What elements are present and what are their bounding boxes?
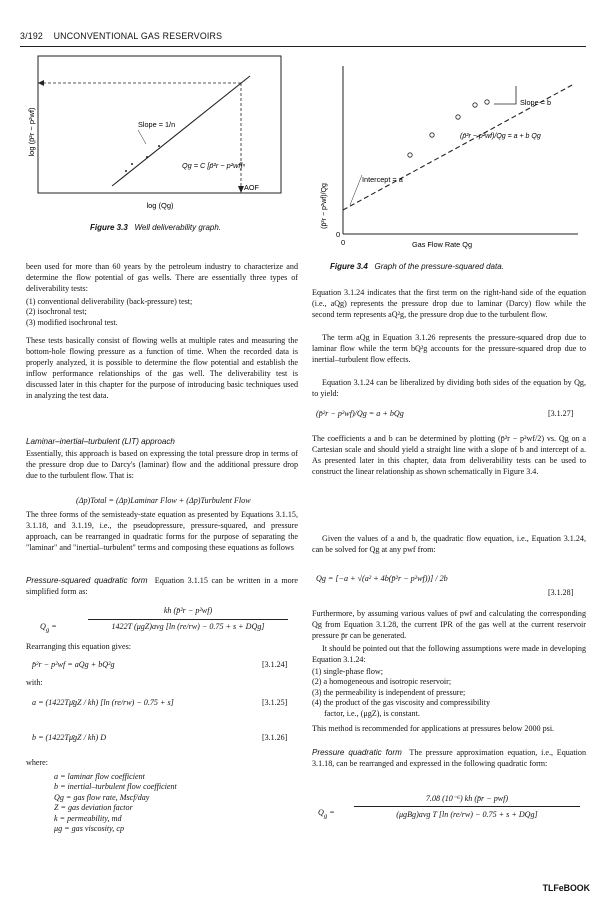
fig34-zero-x: 0 bbox=[341, 238, 346, 247]
pq-text: The pressure approximation equation, i.e., Equation 3.1.18, can be rearranged and expressed in the following quadratic form: bbox=[312, 748, 586, 768]
eq-3-1-28-number: [3.1.28] bbox=[548, 588, 574, 597]
definition-item: k = permeability, md bbox=[54, 813, 122, 823]
fig33-equation: Qg = C [p̄²r − p²wf]ⁿ bbox=[182, 161, 246, 170]
right-para-1: Equation 3.1.24 indicates that the first term on the right-hand side of the equation (i.e., aQg) represents the pressure drop due to laminar (Darcy) flow while the second term represents aQ²g, the pressure drop due to the turbulent flow. bbox=[312, 288, 586, 319]
eq-3-1-28: Qg = [−a + √(a² + 4b(p̄²r − p²wf))] / 2b bbox=[316, 574, 448, 583]
right-para-3: Equation 3.1.24 can be liberalized by dividing both sides of the equation by Qg, to yield: bbox=[312, 378, 586, 398]
eq-3-1-27-number: [3.1.27] bbox=[548, 409, 574, 418]
assumptions-list bbox=[312, 667, 586, 719]
left-para-2: These tests basically consist of flowing wells at multiple rates and measuring the bottom-hole flowing pressure as a function of time. When the recorded data is properly analyzed, it is possible to determine the flow potential and establish the inflow performance relationships of the gas well. The deliverability test is discussed later in this chapter for the purpose of introducing basic techniques used in analyzing the test data. bbox=[26, 336, 298, 400]
definition-item: Qg = gas flow rate, Mscf/day bbox=[54, 792, 150, 802]
fig34-caption-text: Graph of the pressure-squared data. bbox=[374, 262, 504, 271]
eq-qg-lhs: $Q_g$ = bbox=[40, 622, 57, 634]
rearrange-text: Rearranging this equation gives: bbox=[26, 642, 131, 651]
eq-3-1-24-number: [3.1.24] bbox=[262, 660, 288, 669]
eq-final-denominator: (μgBg)avg T [ln (re/rw) − 0.75 + s + DQg] bbox=[396, 810, 538, 819]
fig33-caption-text: Well deliverability graph. bbox=[134, 223, 222, 232]
eq-final-lhs: $Q_g$ = bbox=[318, 808, 335, 820]
fig34-slope: Slope = b bbox=[520, 98, 552, 107]
list-item: factor, i.e., (μgZ), is constant. bbox=[312, 708, 420, 718]
figure-3-4 bbox=[306, 60, 590, 256]
definitions-list bbox=[54, 772, 294, 834]
list-item: (3) modified isochronal test. bbox=[26, 317, 118, 327]
eq-3-1-25: a = (1422Tμ̄gZ / kh) [ln (re/rw) − 0.75 + s] bbox=[32, 698, 174, 707]
fig34-equation: (p̄²r − p²wf)/Qg = a + b Qg bbox=[460, 133, 541, 140]
left-para-1: been used for more than 60 years by the petroleum industry to characterize and determine the flow potential of gas wells. There are essentially three types of deliverability tests: bbox=[26, 262, 298, 293]
with-text: with: bbox=[26, 678, 43, 687]
eq-final-fraction-bar bbox=[354, 806, 580, 807]
where-text: where: bbox=[26, 758, 49, 767]
left-para-3: Essentially, this approach is based on expressing the total pressure drop in terms of the pressure drop due to Darcy's (laminar) flow and the additional pressure drop due to the turbulent flow. That is: bbox=[26, 449, 298, 480]
list-item: (4) the product of the gas viscosity and compressibility bbox=[312, 698, 491, 708]
fig34-ylabel: (p̄²r − p²wf)/Qg bbox=[321, 183, 328, 229]
right-para-2: The term aQg in Equation 3.1.26 represents the pressure-squared drop due to laminar flow while the term bQ²g accounts for the pressure-squared drop due to inertial–turbulent flow effects. bbox=[312, 333, 586, 364]
page-header bbox=[20, 31, 222, 41]
test-type-list bbox=[26, 297, 298, 328]
eq-3-1-26-number: [3.1.26] bbox=[262, 733, 288, 742]
eq-3-1-27: (p̄²r − p²wf)/Qg = a + bQg bbox=[316, 409, 404, 418]
eq-qg-numerator: kh (p̄²r − p²wf) bbox=[163, 606, 213, 615]
figure-3-3 bbox=[26, 54, 298, 214]
fig34-xlabel: Gas Flow Rate Qg bbox=[411, 240, 473, 249]
right-para-5: Given the values of a and b, the quadratic flow equation, i.e., Equation 3.1.24, can be solved for Qg at any pwf from: bbox=[312, 534, 586, 554]
definition-item: Z = gas deviation factor bbox=[54, 803, 133, 813]
definition-item: b = inertial–turbulent flow coefficient bbox=[54, 782, 177, 792]
eq-qg-denominator: 1422T (μgZ)avg [ln (re/rw) − 0.75 + s + DQg] bbox=[111, 622, 265, 631]
psq-heading: Pressure-squared quadratic form bbox=[26, 576, 148, 585]
header-rule bbox=[20, 46, 586, 47]
list-item: (1) conventional deliverability (back-pressure) test; bbox=[26, 297, 193, 306]
eq-3-1-24: p̄²r − p²wf = aQg + bQ²g bbox=[32, 660, 115, 669]
eq-total-pressure: (Δp)Total = (Δp)Laminar Flow + (Δp)Turbulent Flow bbox=[76, 496, 251, 505]
pq-paragraph bbox=[312, 748, 586, 770]
psq-text: Equation 3.1.15 can be written in a more simplified form as: bbox=[26, 576, 298, 596]
psq-paragraph bbox=[26, 576, 298, 598]
list-item: (3) the permeability is independent of pressure; bbox=[312, 687, 466, 697]
figure-3-4-caption bbox=[330, 262, 504, 271]
eq-qg-fraction-bar bbox=[88, 619, 288, 620]
page-number: 3/192 bbox=[20, 31, 44, 41]
eq-3-1-26: b = (1422Tμ̄gZ / kh) D bbox=[32, 733, 107, 742]
fig33-slope: Slope = 1/n bbox=[138, 120, 176, 129]
footer-watermark: TLFeBOOK bbox=[542, 883, 590, 893]
fig33-xlabel: log (Qg) bbox=[146, 201, 174, 210]
pq-heading: Pressure quadratic form bbox=[312, 748, 402, 757]
right-para-7: It should be pointed out that the following assumptions were made in developing Equation 3.1.24: bbox=[312, 644, 586, 664]
eq-3-1-25-number: [3.1.25] bbox=[262, 698, 288, 707]
fig34-intercept: Intercept = a bbox=[362, 175, 403, 184]
fig34-zero-y: 0 bbox=[336, 230, 341, 239]
definition-item: a = laminar flow coefficient bbox=[54, 772, 145, 781]
eq-final-numerator: 7.08 (10⁻⁶) kh (p̄r − pwf) bbox=[425, 794, 509, 803]
right-para-6: Furthermore, by assuming various values of pwf and calculating the corresponding Qg from Equation 3.1.28, the current IPR of the gas well at the current reservoir pressure p̄r can be generated. bbox=[312, 609, 586, 640]
fig33-caption-num: Figure 3.3 bbox=[90, 223, 128, 232]
figure-3-3-caption bbox=[90, 223, 221, 232]
fig33-ylabel: log (p̄²r − p²wf) bbox=[27, 107, 36, 157]
left-para-4: The three forms of the semisteady-state equation as presented by Equations 3.1.15, 3.1.18, and 3.1.19, i.e., the pseudopressure, pressure-squared, and pressure approach, can be rearranged in quadratic forms for the purpose of separating the "laminar" and "inertial–turbulent" terms and composing these equations as follows bbox=[26, 510, 298, 552]
fig34-caption-num: Figure 3.4 bbox=[330, 262, 368, 271]
list-item: (1) single-phase flow; bbox=[312, 667, 384, 676]
running-title: UNCONVENTIONAL GAS RESERVOIRS bbox=[53, 31, 223, 41]
fig33-aof: AOF bbox=[244, 183, 259, 192]
right-para-4: The coefficients a and b can be determined by plotting (p̄²r − p²wf/2) vs. Qg on a Cartesian scale and should yield a straight line with a slope of b and intercept of a. As presented later in this chapter, data from deliverability tests can be used to construct the linear relationship as shown schematically in Figure 3.4. bbox=[312, 434, 586, 476]
right-para-8: This method is recommended for applications at pressures below 2000 psi. bbox=[312, 724, 555, 733]
list-item: (2) a homogeneous and isotropic reservoir; bbox=[312, 677, 452, 687]
list-item: (2) isochronal test; bbox=[26, 307, 87, 317]
lit-heading: Laminar–inertial–turbulent (LIT) approach bbox=[26, 437, 175, 446]
definition-item: μg = gas viscosity, cp bbox=[54, 824, 124, 834]
